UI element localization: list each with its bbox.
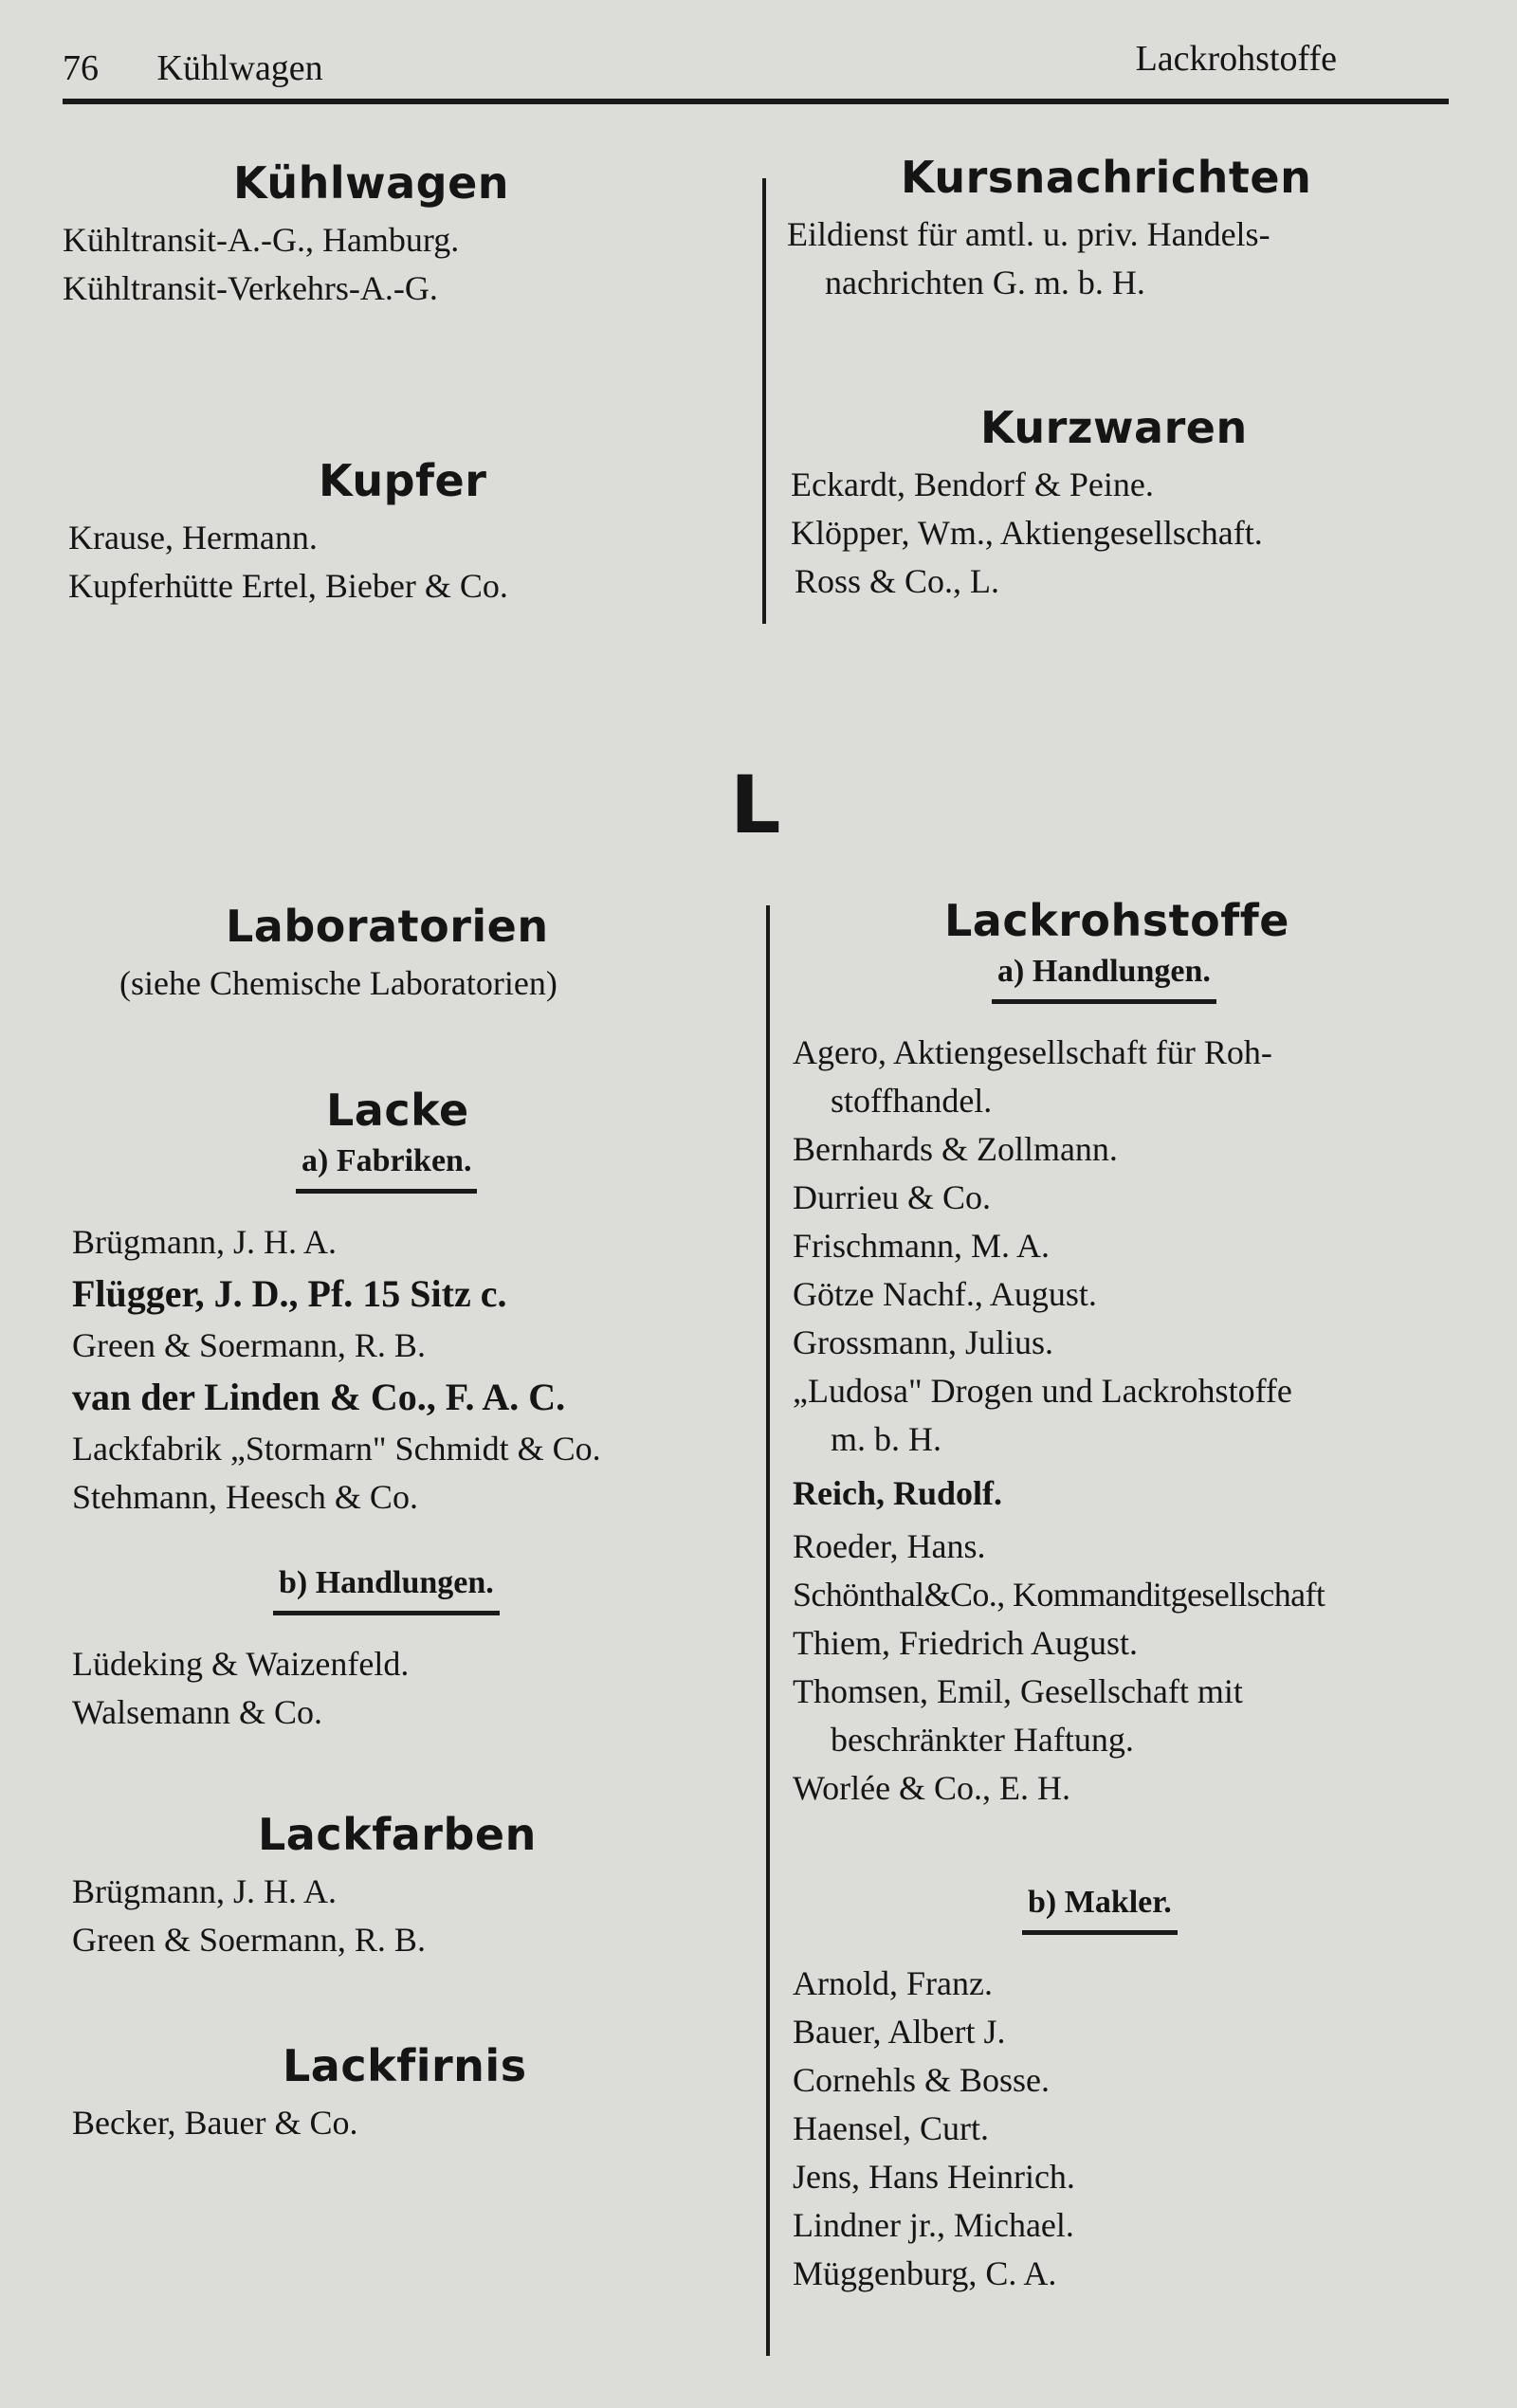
- section-heading: Kurzwaren: [980, 402, 1248, 453]
- section-heading: Lackrohstoffe: [944, 895, 1289, 946]
- list-item: beschränkter Haftung.: [831, 1721, 1134, 1759]
- list-item: Eildienst für amtl. u. priv. Handels-: [787, 215, 1270, 253]
- section-heading: Lacke: [326, 1085, 469, 1136]
- section-heading: Kursnachrichten: [901, 152, 1312, 203]
- list-item: van der Linden & Co., F. A. C.: [72, 1376, 566, 1418]
- section-kuehlwagen: [63, 157, 745, 313]
- section-laboratorien: [72, 901, 745, 1007]
- bottom-right-column: [793, 895, 1475, 2298]
- running-header-left: [63, 47, 323, 89]
- section-heading: Laboratorien: [226, 901, 549, 952]
- list-item: Bernhards & Zollmann.: [793, 1130, 1118, 1168]
- list-item: Kupferhütte Ertel, Bieber & Co.: [68, 567, 508, 605]
- list-item: Lindner jr., Michael.: [793, 2206, 1074, 2244]
- section-heading: Lackfarben: [258, 1809, 537, 1860]
- alphabet-divider-letter: L: [730, 758, 781, 851]
- list-item: Thomsen, Emil, Gesellschaft mit: [793, 1672, 1243, 1710]
- list-item: nachrichten G. m. b. H.: [825, 264, 1145, 301]
- section-kurzwaren: [787, 402, 1470, 606]
- subsection-label: [72, 1143, 745, 1194]
- section-lacke: [72, 1085, 745, 1737]
- list-item: Becker, Bauer & Co.: [72, 2104, 358, 2142]
- top-column-divider: [762, 178, 766, 624]
- section-lackrohstoffe: [793, 895, 1475, 2298]
- list-item: Worlée & Co., E. H.: [793, 1769, 1071, 1807]
- header-right-title: Lackrohstoffe: [1135, 39, 1337, 79]
- subsection-label: [793, 954, 1475, 1004]
- list-item: Krause, Hermann.: [68, 519, 318, 556]
- page-number: 76: [63, 48, 99, 88]
- list-item: Frischmann, M. A.: [793, 1227, 1051, 1265]
- list-item: „Ludosa" Drogen und Lackrohstoffe: [793, 1372, 1292, 1410]
- list-item: Schönthal&Co., Kommanditgesellschaft: [793, 1576, 1325, 1614]
- section-heading: Lackfirnis: [283, 2040, 527, 2091]
- list-item: Jens, Hans Heinrich.: [793, 2158, 1075, 2196]
- list-item: Walsemann & Co.: [72, 1693, 323, 1731]
- bottom-left-column: [72, 901, 745, 2147]
- header-left-title: Kühlwagen: [156, 48, 323, 88]
- list-item: Roeder, Hans.: [793, 1527, 986, 1565]
- list-item: Eckardt, Bendorf & Peine.: [791, 465, 1154, 503]
- list-item: Arnold, Franz.: [793, 1964, 993, 2002]
- list-item: Ross & Co., L.: [795, 562, 1000, 600]
- list-item: Götze Nachf., August.: [793, 1275, 1097, 1313]
- list-item: Green & Soermann, R. B.: [72, 1921, 426, 1959]
- list-item: Brügmann, J. H. A.: [72, 1223, 337, 1261]
- list-item: stoffhandel.: [831, 1082, 993, 1120]
- cross-reference-note: (siehe Chemische Laboratorien): [119, 964, 557, 1002]
- subsection-label: [793, 1885, 1475, 1935]
- list-item: Cornehls & Bosse.: [793, 2061, 1051, 2099]
- bottom-column-divider: [766, 905, 770, 2356]
- list-item: Müggenburg, C. A.: [793, 2254, 1057, 2292]
- list-item: Durrieu & Co.: [793, 1178, 991, 1216]
- list-item: Lüdeking & Waizenfeld.: [72, 1645, 410, 1683]
- list-item: Reich, Rudolf.: [793, 1474, 1003, 1512]
- list-item: Klöpper, Wm., Aktiengesellschaft.: [791, 514, 1263, 552]
- list-item: Kühltransit-Verkehrs-A.-G.: [63, 269, 438, 307]
- list-item: m. b. H.: [831, 1420, 941, 1458]
- subsection-label-text: b) Makler.: [1022, 1885, 1178, 1935]
- list-item: Thiem, Friedrich August.: [793, 1624, 1138, 1662]
- subsection-label-text: b) Handlungen.: [273, 1565, 500, 1615]
- section-lackfirnis: [72, 2040, 745, 2147]
- header-rule: [63, 99, 1449, 104]
- list-item: Green & Soermann, R. B.: [72, 1326, 426, 1364]
- section-heading: Kupfer: [319, 455, 487, 506]
- section-lackfarben: [72, 1809, 745, 1964]
- subsection-label: [72, 1565, 745, 1615]
- section-heading: Kühlwagen: [233, 157, 510, 209]
- list-item: Agero, Aktiengesellschaft für Roh-: [793, 1033, 1272, 1071]
- list-item: Kühltransit-A.-G., Hamburg.: [63, 221, 460, 259]
- list-item: Haensel, Curt.: [793, 2109, 989, 2147]
- section-kupfer: [63, 455, 745, 611]
- subsection-label-text: a) Fabriken.: [296, 1143, 477, 1194]
- list-item: Brügmann, J. H. A.: [72, 1872, 337, 1910]
- top-right-column: [787, 152, 1470, 606]
- list-item: Bauer, Albert J.: [793, 2013, 1006, 2051]
- list-item: Flügger, J. D., Pf. 15 Sitz c.: [72, 1272, 507, 1315]
- top-left-column: [63, 157, 745, 611]
- list-item: Lackfabrik „Stormarn" Schmidt & Co.: [72, 1430, 601, 1468]
- subsection-label-text: a) Handlungen.: [992, 954, 1216, 1004]
- list-item: Grossmann, Julius.: [793, 1323, 1054, 1361]
- list-item: Stehmann, Heesch & Co.: [72, 1478, 418, 1516]
- section-kursnachrichten: [787, 152, 1470, 307]
